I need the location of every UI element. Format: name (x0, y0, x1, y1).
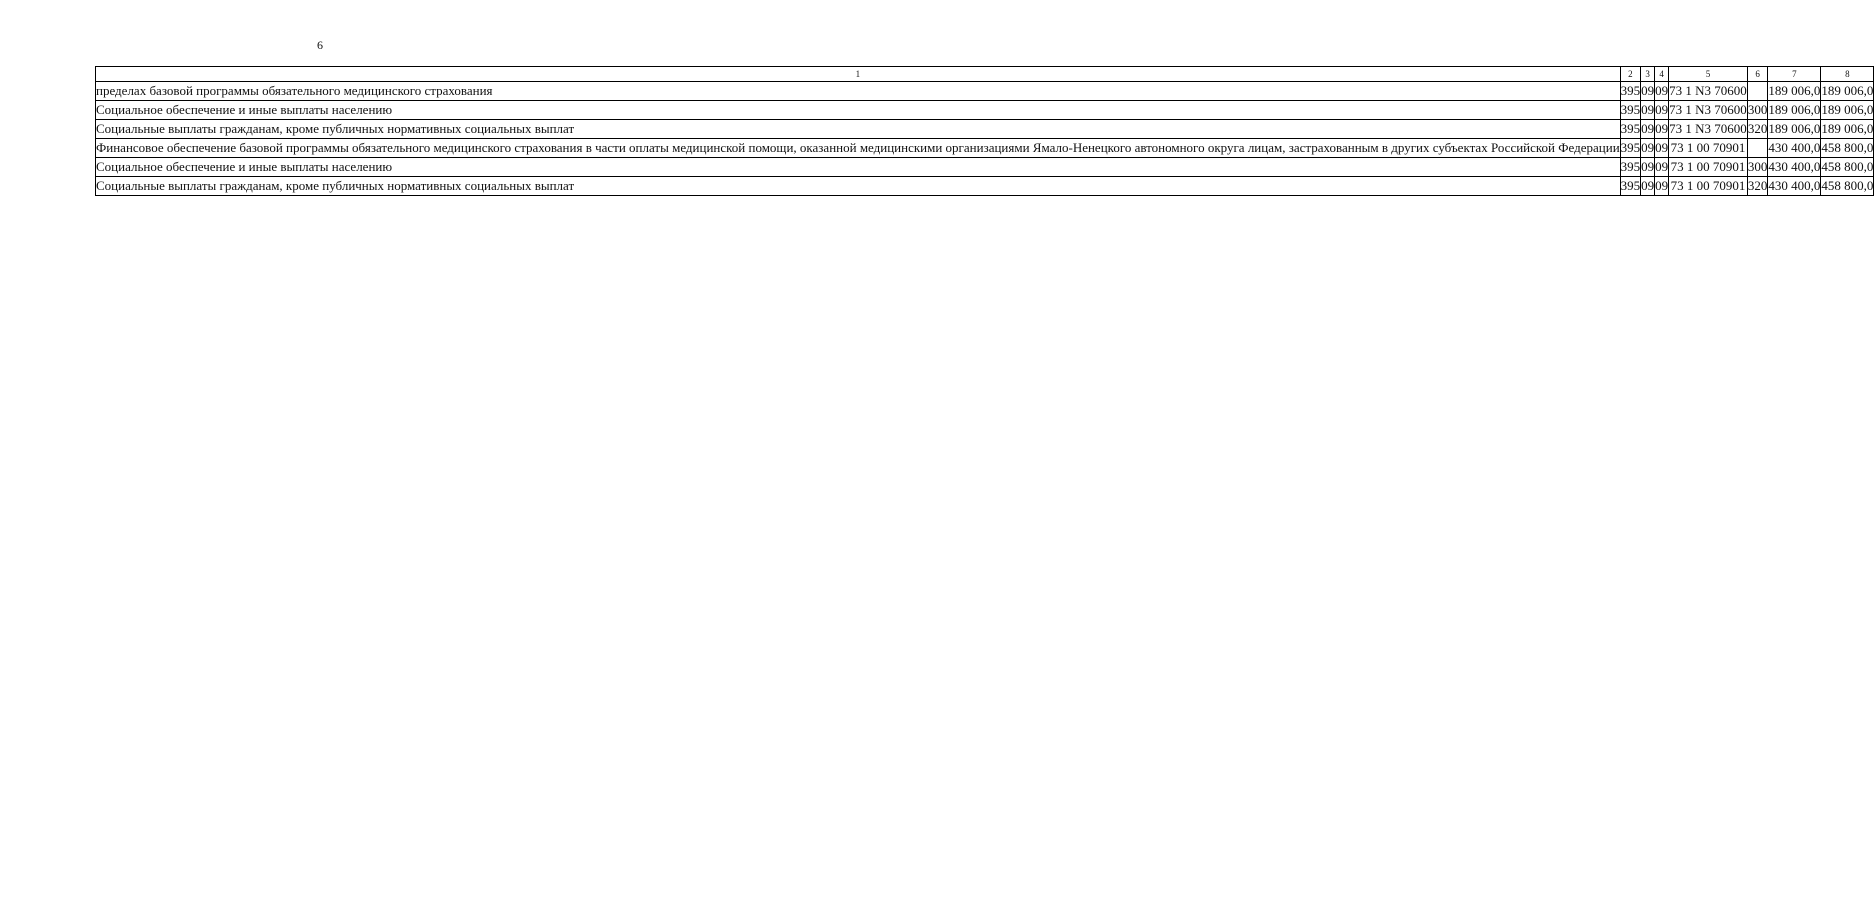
row-target-article: 73 1 00 70901 (1669, 177, 1748, 196)
table-row (96, 120, 1874, 139)
header-row (96, 67, 1874, 82)
header-col-1: 1 (96, 67, 1621, 82)
row-code: 395 (1620, 177, 1641, 196)
row-subsection: 09 (1655, 120, 1669, 139)
row-code: 395 (1620, 139, 1641, 158)
row-subsection: 09 (1655, 82, 1669, 101)
header-col-4: 4 (1655, 67, 1669, 82)
table-row (96, 177, 1874, 196)
row-section: 09 (1641, 177, 1655, 196)
row-subsection: 09 (1655, 177, 1669, 196)
row-name: Социальное обеспечение и иные выплаты населению (96, 158, 1621, 177)
row-amount-year1: 430 400,0 (1768, 177, 1821, 196)
row-expense-type: 320 (1747, 120, 1768, 139)
row-subsection: 09 (1655, 158, 1669, 177)
row-target-article: 73 1 N3 70600 (1669, 120, 1748, 139)
row-name: пределах базовой программы обязательного медицинского страхования (96, 82, 1621, 101)
table-row (96, 101, 1874, 120)
row-name: Финансовое обеспечение базовой программы обязательного медицинского страхования в части оплаты медицинской помощи, оказанной медицинскими организациями Ямало-Ненецкого автономного округа лицам, застрахованным в других субъектах Российской Федерации (96, 139, 1621, 158)
row-expense-type (1747, 82, 1768, 101)
row-target-article: 73 1 00 70901 (1669, 139, 1748, 158)
header-col-3: 3 (1641, 67, 1655, 82)
row-section: 09 (1641, 101, 1655, 120)
row-amount-year1: 189 006,0 (1768, 120, 1821, 139)
row-section: 09 (1641, 82, 1655, 101)
header-col-2: 2 (1620, 67, 1641, 82)
row-amount-year1: 189 006,0 (1768, 101, 1821, 120)
row-amount-year1: 430 400,0 (1768, 158, 1821, 177)
row-amount-year2: 189 006,0 (1821, 120, 1874, 139)
row-section: 09 (1641, 120, 1655, 139)
header-col-7: 7 (1768, 67, 1821, 82)
row-name: Социальные выплаты гражданам, кроме публичных нормативных социальных выплат (96, 177, 1621, 196)
row-amount-year2: 189 006,0 (1821, 101, 1874, 120)
row-name: Социальное обеспечение и иные выплаты населению (96, 101, 1621, 120)
row-section: 09 (1641, 158, 1655, 177)
row-target-article: 73 1 N3 70600 (1669, 82, 1748, 101)
header-col-6: 6 (1747, 67, 1768, 82)
row-expense-type: 300 (1747, 101, 1768, 120)
row-code: 395 (1620, 158, 1641, 177)
table-row (96, 139, 1874, 158)
header-col-8: 8 (1821, 67, 1874, 82)
row-amount-year2: 458 800,0 (1821, 158, 1874, 177)
row-amount-year1: 189 006,0 (1768, 82, 1821, 101)
budget-table (95, 66, 1874, 196)
row-code: 395 (1620, 101, 1641, 120)
row-subsection: 09 (1655, 139, 1669, 158)
row-amount-year2: 458 800,0 (1821, 177, 1874, 196)
row-name: Социальные выплаты гражданам, кроме публичных нормативных социальных выплат (96, 120, 1621, 139)
page-number: 6 (317, 38, 323, 52)
row-amount-year2: 189 006,0 (1821, 82, 1874, 101)
row-code: 395 (1620, 82, 1641, 101)
header-col-5: 5 (1669, 67, 1748, 82)
row-amount-year2: 458 800,0 (1821, 139, 1874, 158)
table-row (96, 158, 1874, 177)
row-expense-type: 300 (1747, 158, 1768, 177)
row-subsection: 09 (1655, 101, 1669, 120)
row-section: 09 (1641, 139, 1655, 158)
row-target-article: 73 1 N3 70600 (1669, 101, 1748, 120)
row-amount-year1: 430 400,0 (1768, 139, 1821, 158)
row-expense-type (1747, 139, 1768, 158)
row-target-article: 73 1 00 70901 (1669, 158, 1748, 177)
row-expense-type: 320 (1747, 177, 1768, 196)
row-code: 395 (1620, 120, 1641, 139)
table-row (96, 82, 1874, 101)
